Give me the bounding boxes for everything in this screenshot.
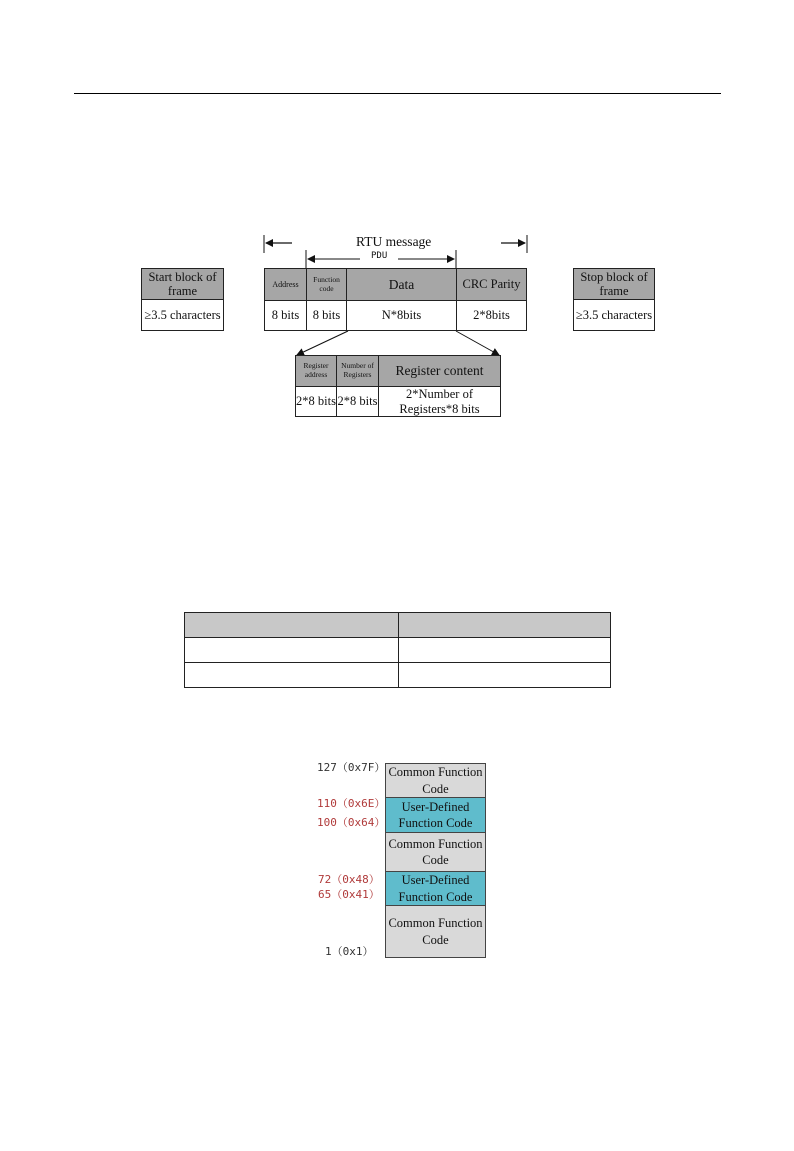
- data-field-number-of-registers: Number of Registers: [336, 355, 379, 387]
- range-common-upper: Common Function Code: [385, 763, 486, 798]
- frame-size-data: N*8bits: [346, 300, 457, 331]
- data-size-register-address: 2*8 bits: [295, 386, 337, 417]
- expand-right-arrow: [456, 331, 499, 355]
- data-field-register-content: Register content: [378, 355, 501, 387]
- range-common-middle: Common Function Code: [385, 832, 486, 872]
- table-cell: [398, 662, 611, 688]
- boundary-label: 65（0x41）: [318, 888, 380, 901]
- table-cell: [184, 662, 399, 688]
- frame-size-address: 8 bits: [264, 300, 307, 331]
- boundary-label: 127（0x7F）: [317, 761, 386, 774]
- frame-field-data: Data: [346, 268, 457, 301]
- frame-size-function-code: 8 bits: [306, 300, 347, 331]
- boundary-label: 72（0x48）: [318, 873, 380, 886]
- boundary-label: 110（0x6E）: [317, 797, 386, 810]
- data-size-number-of-registers: 2*8 bits: [336, 386, 379, 417]
- frame-size-crc: 2*8bits: [456, 300, 527, 331]
- start-block-title: Start block of frame: [141, 268, 224, 300]
- frame-field-crc: CRC Parity: [456, 268, 527, 301]
- table-header-cell: [184, 612, 399, 638]
- data-field-register-address: Register address: [295, 355, 337, 387]
- table-cell: [398, 637, 611, 663]
- frame-field-address: Address: [264, 268, 307, 301]
- frame-field-function-code: Function code: [306, 268, 347, 301]
- range-user-defined-lower: User-Defined Function Code: [385, 871, 486, 906]
- pdu-label: PDU: [371, 251, 388, 261]
- table-header-cell: [398, 612, 611, 638]
- boundary-label: 1（0x1）: [325, 945, 374, 958]
- range-user-defined-upper: User-Defined Function Code: [385, 797, 486, 833]
- table-cell: [184, 637, 399, 663]
- rtu-message-label: RTU message: [356, 234, 432, 249]
- data-size-register-content: 2*Number of Registers*8 bits: [378, 386, 501, 417]
- stop-block-value: ≥3.5 characters: [573, 299, 655, 331]
- boundary-label: 100（0x64）: [317, 816, 386, 829]
- range-common-lower: Common Function Code: [385, 905, 486, 958]
- start-block-value: ≥3.5 characters: [141, 299, 224, 331]
- expand-left-arrow: [297, 331, 348, 355]
- stop-block-title: Stop block of frame: [573, 268, 655, 300]
